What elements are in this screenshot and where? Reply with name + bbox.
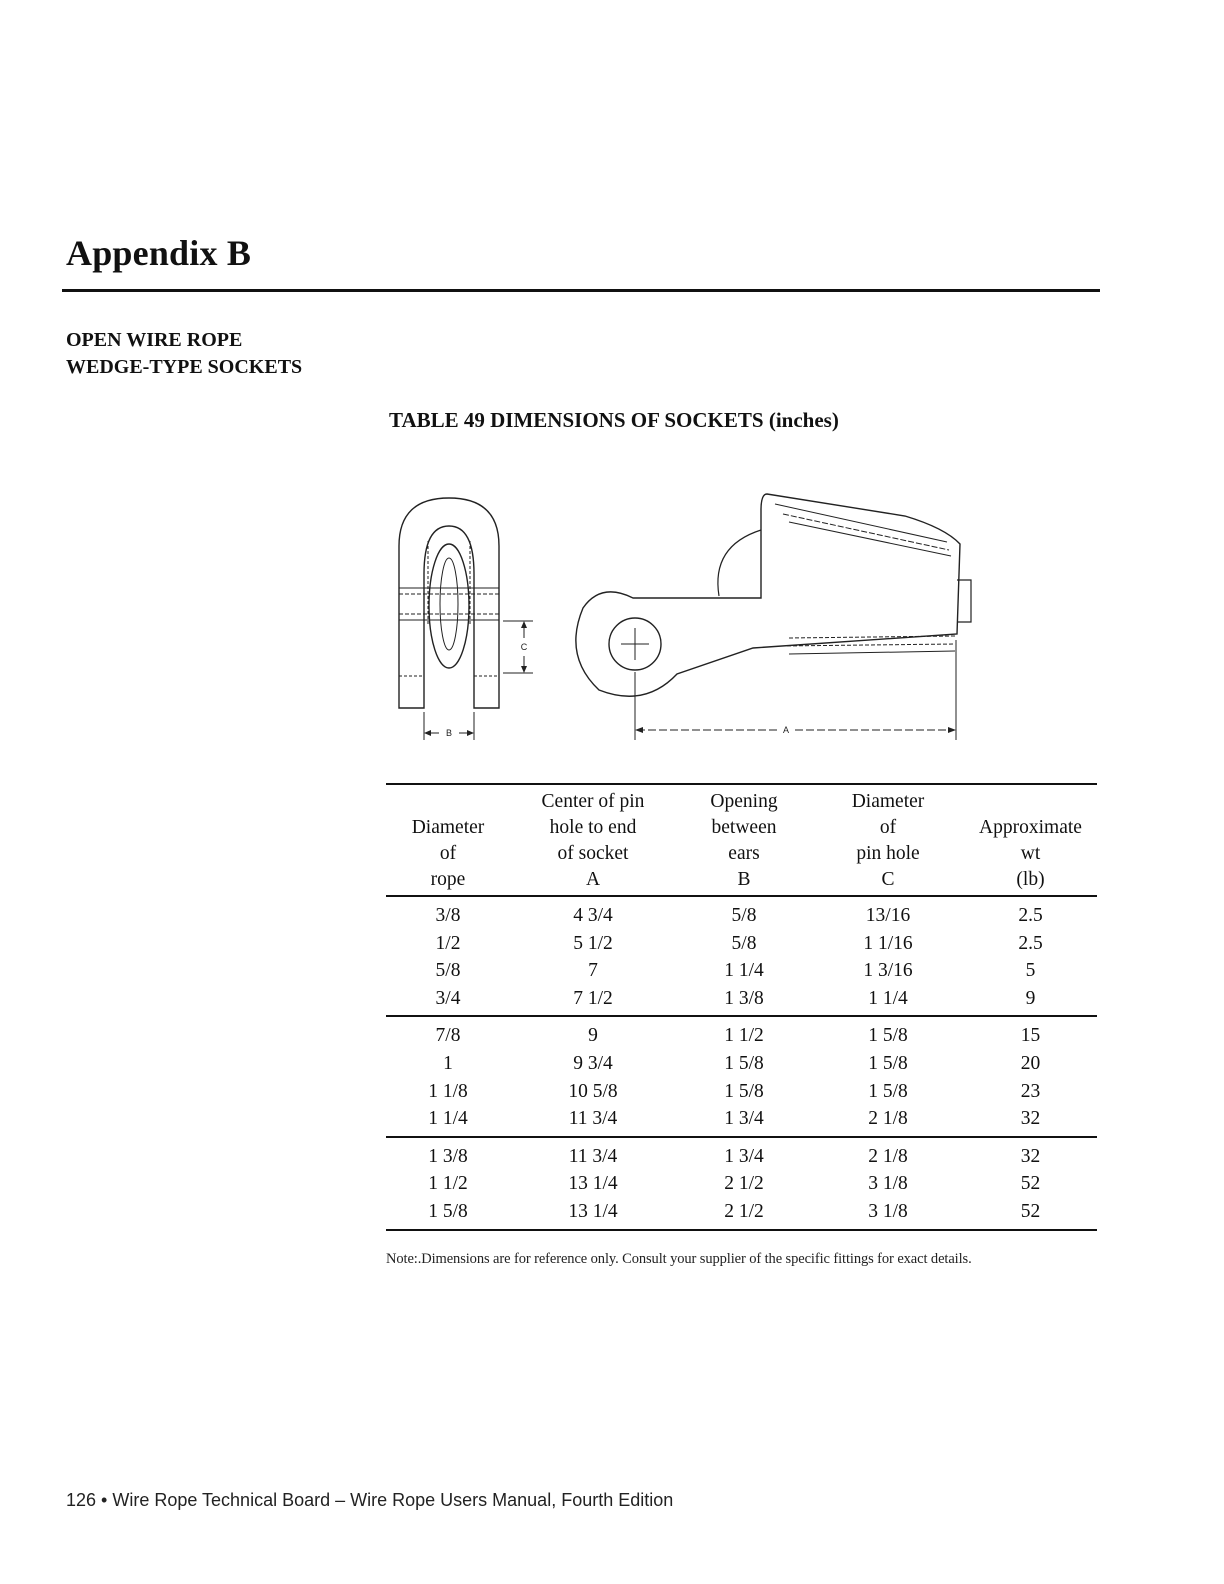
section-title-line-2: WEDGE-TYPE SOCKETS	[66, 356, 303, 378]
table-cell: 13/16	[865, 905, 911, 926]
column-header-line: of socket	[557, 843, 629, 864]
dimensions-table-wrap	[386, 783, 1097, 1231]
column-header-line: rope	[430, 869, 466, 890]
page-footer: 126 • Wire Rope Technical Board – Wire Rope Users Manual, Fourth Edition	[66, 1490, 674, 1510]
dimensions-table	[386, 783, 1097, 1231]
column-header	[676, 784, 812, 896]
table-cell: 7	[588, 960, 598, 982]
table-row	[386, 957, 1097, 985]
column-header-line: of	[439, 843, 457, 864]
table-row	[386, 1050, 1097, 1078]
table-cell: 13 1/4	[568, 1173, 618, 1195]
table-cell: 11 3/4	[568, 1145, 618, 1167]
table-header	[386, 784, 1097, 896]
table-row	[386, 1016, 1097, 1050]
table-cell: 2 1/2	[724, 1200, 764, 1222]
column-header	[386, 784, 510, 896]
table-cell: 5 1/2	[573, 932, 613, 954]
row-group	[386, 1137, 1097, 1230]
table-cell: 1 1/4	[724, 960, 764, 982]
table-cell: 1 1/4	[428, 1108, 468, 1130]
table-cell: 1 3/16	[863, 960, 913, 982]
table-row	[386, 1078, 1097, 1106]
table-row	[386, 985, 1097, 1017]
table-note: Note:.Dimensions are for reference only. Consult your supplier of the specific fittings for exact details.	[386, 1251, 972, 1267]
table-row	[386, 1170, 1097, 1198]
section-title-line-1: OPEN WIRE ROPE	[66, 329, 243, 351]
column-header-line: between	[711, 817, 777, 838]
table-cell: 3 1/8	[868, 1200, 908, 1222]
column-header-line: Center of pin	[541, 791, 645, 812]
column-header-line: Diameter	[411, 817, 485, 838]
side-view-outline	[576, 494, 960, 696]
column-header-line: C	[881, 869, 895, 890]
table-row	[386, 896, 1097, 930]
header-row	[386, 784, 1097, 896]
socket-drawing-svg	[385, 486, 985, 746]
dimension-label-a: A	[782, 725, 790, 735]
row-group	[386, 896, 1097, 1016]
table-caption: TABLE 49 DIMENSIONS OF SOCKETS (inches)	[389, 408, 839, 432]
table-cell: 2 1/2	[724, 1173, 764, 1195]
column-header-line: ears	[728, 843, 760, 864]
dimension-label-b: B	[445, 728, 453, 738]
table-cell: 1 1/16	[863, 932, 913, 954]
table-cell: 10 5/8	[568, 1080, 618, 1102]
wedge-side	[718, 530, 761, 596]
section-title	[66, 327, 302, 381]
table-cell: 5/8	[731, 932, 757, 954]
table-cell: 1 3/4	[724, 1145, 764, 1167]
table-cell: 32	[1020, 1145, 1041, 1167]
table-cell: 7 1/2	[573, 987, 613, 1009]
table-cell: 1 5/8	[428, 1200, 468, 1222]
column-header	[812, 784, 964, 896]
table-cell: 1 5/8	[724, 1052, 764, 1074]
table-cell: 1 1/2	[428, 1173, 468, 1195]
table-cell: 5/8	[435, 960, 461, 982]
column-header-line: (lb)	[1016, 869, 1045, 890]
column-header-line: A	[585, 869, 601, 890]
heading-rule	[62, 289, 1100, 292]
table-cell: 9 3/4	[573, 1052, 613, 1074]
table-cell: 52	[1020, 1200, 1041, 1222]
table-cell: 1 1/2	[724, 1025, 764, 1047]
table-row	[386, 1105, 1097, 1137]
table-cell: 1	[443, 1052, 453, 1074]
table-cell: 23	[1020, 1080, 1041, 1102]
table-cell: 1 1/8	[428, 1080, 468, 1102]
table-cell: 13 1/4	[568, 1200, 618, 1222]
table-cell: 7/8	[435, 1025, 461, 1047]
column-header-line: hole to end	[549, 817, 637, 838]
table-row	[386, 1137, 1097, 1171]
table-cell: 11 3/4	[568, 1108, 618, 1130]
table-cell: 1/2	[435, 932, 461, 954]
table-cell: 1 3/8	[428, 1145, 468, 1167]
column-header-line: B	[737, 869, 751, 890]
column-header-line: of	[879, 817, 897, 838]
table-cell: 5/8	[731, 905, 757, 926]
socket-drawing	[385, 486, 985, 746]
table-cell: 1 1/4	[868, 987, 908, 1009]
table-cell: 1 5/8	[868, 1025, 908, 1047]
table-cell: 2 1/8	[868, 1108, 908, 1130]
table-cell: 2.5	[1018, 932, 1043, 954]
table-cell: 52	[1020, 1173, 1041, 1195]
column-header-line: pin hole	[856, 843, 920, 864]
table-cell: 20	[1020, 1052, 1041, 1074]
column-header-line: Opening	[710, 791, 778, 812]
row-group	[386, 1016, 1097, 1136]
column-header	[964, 784, 1097, 896]
table-cell: 9	[1025, 987, 1036, 1009]
table-cell: 15	[1020, 1025, 1041, 1047]
table-cell: 4 3/4	[573, 905, 613, 926]
table-cell: 1 3/4	[724, 1108, 764, 1130]
table-cell: 5	[1025, 960, 1036, 982]
column-header-line: wt	[1020, 843, 1041, 864]
table-cell: 1 5/8	[868, 1080, 908, 1102]
table-cell: 2 1/8	[868, 1145, 908, 1167]
column-header	[510, 784, 676, 896]
page-heading: Appendix B	[66, 233, 252, 273]
table-cell: 32	[1020, 1108, 1041, 1130]
dimension-label-c: C	[520, 642, 528, 652]
column-header-line: Diameter	[851, 791, 925, 812]
table-cell: 9	[588, 1025, 598, 1047]
table-cell: 1 5/8	[868, 1052, 908, 1074]
wedge-front	[429, 544, 469, 668]
column-header-line: Approximate	[979, 817, 1082, 838]
table-cell: 3/8	[435, 905, 461, 926]
table-cell: 2.5	[1018, 905, 1043, 926]
table-row	[386, 930, 1097, 958]
table-cell: 3/4	[435, 987, 461, 1009]
table-row	[386, 1198, 1097, 1230]
table-cell: 1 5/8	[724, 1080, 764, 1102]
table-cell: 3 1/8	[868, 1173, 908, 1195]
table-cell: 1 3/8	[724, 987, 764, 1009]
